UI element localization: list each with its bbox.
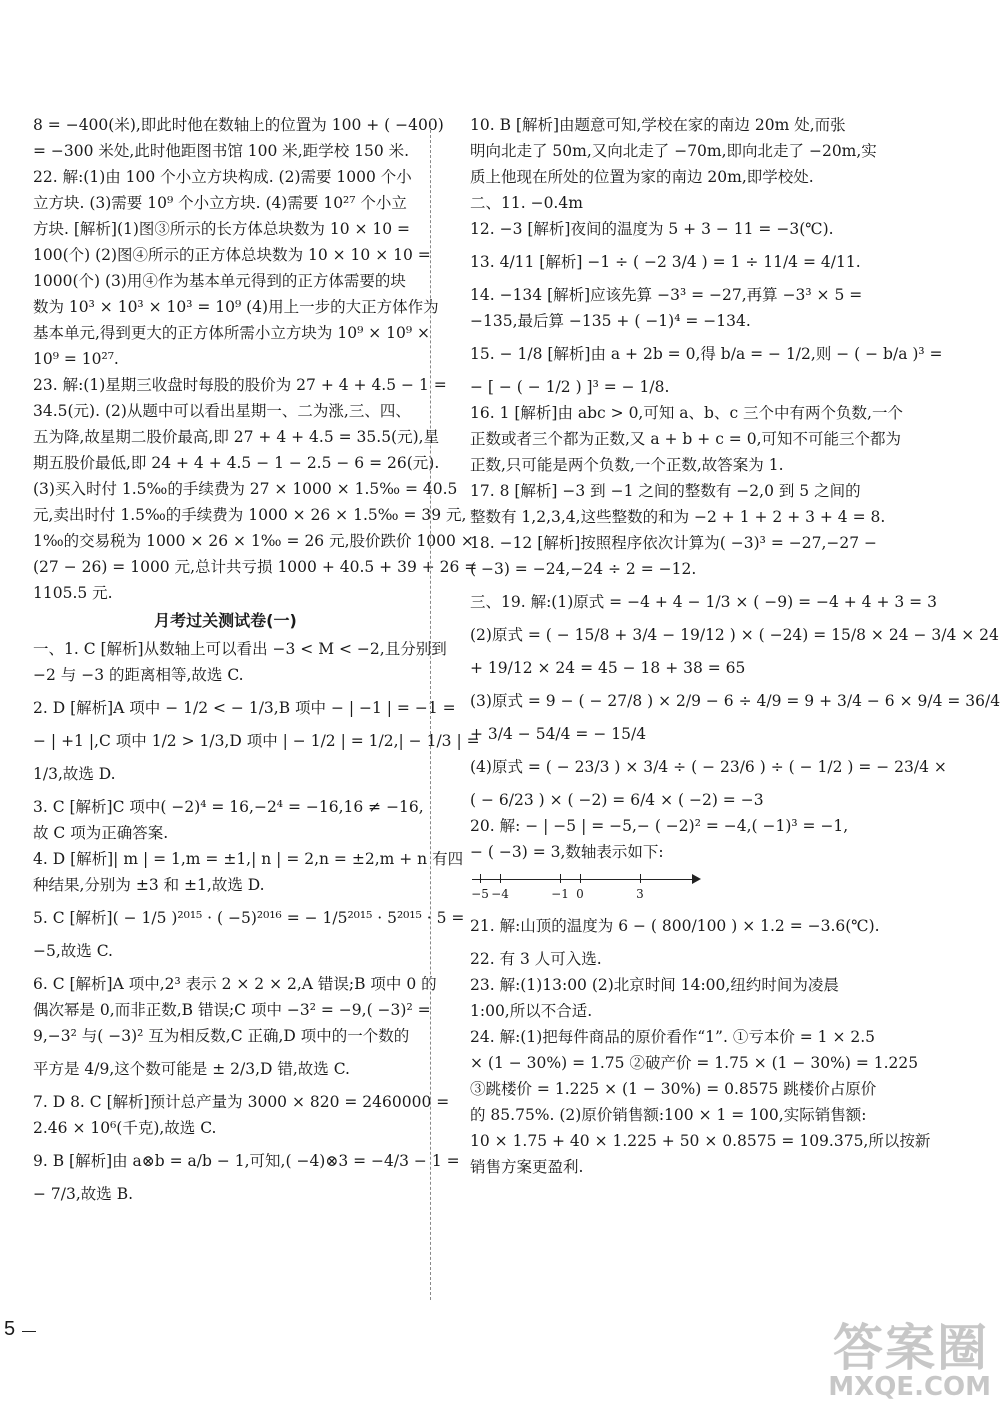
text-line: 6. C [解析]A 项中,2³ 表示 2 × 2 × 2,A 错误;B 项中 0 的 [33,975,437,993]
text-line: 立方块. (3)需要 10⁹ 个小立方块. (4)需要 10²⁷ 个小立 [33,194,407,212]
right-lines-2 [470,913,931,1180]
number-line-label: 3 [636,887,644,901]
text-line: 销售方案更盈利. [470,1158,584,1176]
text-line: 15. − 1/8 [解析]由 a + 2b = 0,得 b/a = − 1/2,则 − ( − b/a )³ = [470,345,943,363]
text-line: 16. 1 [解析]由 abc > 0,可知 a、b、c 三个中有两个负数,一个 [470,404,903,422]
page-number-dash [22,1331,36,1332]
text-line: 23. 解:(1)13:00 (2)北京时间 14:00,纽约时间为凌晨 [470,976,839,994]
watermark-logo [820,1308,995,1408]
number-line-label: −5 [471,887,489,901]
text-line: (4)原式 = ( − 23/3 ) × 3/4 ÷ ( − 23/6 ) ÷ ( − 1/2 ) = − 23/4 × [470,758,947,776]
number-line-label: −4 [491,887,509,901]
text-line: 元,卖出时付 1.5‰的手续费为 1000 × 26 × 1.5‰ = 39 元, [33,506,467,524]
text-line: 一、1. C [解析]从数轴上可以看出 −3 < M < −2,且分别到 [33,640,447,658]
text-line: 平方是 4/9,这个数可能是 ± 2/3,D 错,故选 C. [33,1060,350,1078]
text-line: 种结果,分别为 ±3 和 ±1,故选 D. [33,876,265,894]
number-line-tick [560,874,561,883]
text-line: 18. −12 [解析]按照程序依次计算为( −3)³ = −27,−27 − [470,534,877,552]
text-line: (3)买入时付 1.5‰的手续费为 27 × 1000 × 1.5‰ = 40.5 [33,480,458,498]
text-line: 13. 4/11 [解析] −1 ÷ ( −2 3/4 ) = 1 ÷ 11/4 = 4/11. [470,253,861,271]
text-line: 8 = −400(米),即此时他在数轴上的位置为 100 + ( −400) [33,116,444,134]
text-line: 5. C [解析]( − 1/5 )²⁰¹⁵ · ( −5)²⁰¹⁶ = − 1/5²⁰¹⁵ · 5²⁰¹⁵ · 5 = [33,909,465,927]
text-line: 22. 有 3 人可入选. [470,950,602,968]
number-line-tick [480,874,481,883]
text-line: 1‰的交易税为 1000 × 26 × 1‰ = 26 元,股价跌价 1000 × [33,532,474,550]
text-line: − 7/3,故选 B. [33,1185,134,1203]
text-line: 数为 10³ × 10³ × 10³ = 10⁹ (4)用上一步的大正方体作为 [33,298,439,316]
text-line: ( − 6/23 ) × ( −2) = 6/4 × ( −2) = −3 [470,791,764,809]
text-line: 偶次幂是 0,而非正数,B 错误;C 项中 −3² = −9,( −3)² = [33,1001,431,1019]
text-line: 基本单元,得到更大的正方体所需小立方块为 10⁹ × 10⁹ × [33,324,430,342]
text-line: 17. 8 [解析] −3 到 −1 之间的整数有 −2,0 到 5 之间的 [470,482,861,500]
text-line: 期五股价最低,即 24 + 4 + 4.5 − 1 − 2.5 − 6 = 26(元). [33,454,440,472]
text-line: 10 × 1.75 + 40 × 1.225 + 50 × 0.8575 = 109.375,所以按新 [470,1132,931,1150]
text-line: 的 85.75%. (2)原价销售额:100 × 1 = 100,实际销售额: [470,1106,867,1124]
number-line-label: −1 [551,887,569,901]
text-line: 三、19. 解:(1)原式 = −4 + 4 − 1/3 × ( −9) = −4 + 4 + 3 = 3 [470,593,937,611]
text-line: (2)原式 = ( − 15/8 + 3/4 − 19/12 ) × ( −24) = 15/8 × 24 − 3/4 × 24 [470,626,999,644]
text-line: 22. 解:(1)由 100 个小立方块构成. (2)需要 1000 个小 [33,168,412,186]
text-line: 20. 解: − | −5 | = −5,− ( −2)² = −4,( −1)³ = −1, [470,817,849,835]
text-line: 方块. [解析](1)图③所示的长方体总块数为 10 × 10 = [33,220,411,238]
text-line: −2 与 −3 的距离相等,故选 C. [33,666,244,684]
text-line: 9,−3² 与( −3)² 互为相反数,C 正确,D 项中的一个数的 [33,1027,410,1045]
left-column [33,112,480,1207]
text-line: × (1 − 30%) = 1.75 ②破产价 = 1.75 × (1 − 30%) = 1.225 [470,1054,919,1072]
text-line: 24. 解:(1)把每件商品的原价看作“1”. ①亏本价 = 1 × 2.5 [470,1028,876,1046]
text-line: 34.5(元). (2)从题中可以看出星期一、二为涨,三、四、 [33,402,411,420]
text-line: 整数有 1,2,3,4,这些整数的和为 −2 + 1 + 2 + 3 + 4 = 8. [470,508,886,526]
text-line: 10⁹ = 10²⁷. [33,350,119,368]
number-line-label: 0 [576,887,584,901]
right-lines-1 [470,112,1000,865]
number-line [470,867,730,907]
text-line: 1/3,故选 D. [33,765,116,783]
text-line: = −300 米处,此时他距图书馆 100 米,距学校 150 米. [33,142,410,160]
number-line-axis [472,879,694,880]
text-line: 9. B [解析]由 a⊗b = a/b − 1,可知,( −4)⊗3 = −4/3 − 1 = [33,1152,460,1170]
text-line: 14. −134 [解析]应该先算 −3³ = −27,再算 −3³ × 5 = [470,286,863,304]
text-line: (3)原式 = 9 − ( − 27/8 ) × 2/9 − 6 ÷ 4/9 = 9 + 3/4 − 6 × 9/4 = 36/4 [470,692,1000,710]
number-line-tick [500,874,501,883]
text-line: 100(个) (2)图④所示的正方体总块数为 10 × 10 × 10 = [33,246,431,264]
text-line: 明向北走了 50m,又向北走了 −70m,即向北走了 −20m,实 [470,142,877,160]
text-line: −135,最后算 −135 + ( −1)⁴ = −134. [470,312,751,330]
text-line: − [ − ( − 1/2 ) ]³ = − 1/8. [470,378,670,396]
text-line: 正数,只可能是两个负数,一个正数,故答案为 1. [470,456,784,474]
text-line: 五为降,故星期二股价最高,即 27 + 4 + 4.5 = 35.5(元),星 [33,428,440,446]
text-line: 2.46 × 10⁶(千克),故选 C. [33,1119,217,1137]
text-line: 正数或者三个都为正数,又 a + b + c = 0,可知不可能三个都为 [470,430,902,448]
text-line: −5,故选 C. [33,942,113,960]
text-line: 3. C [解析]C 项中( −2)⁴ = 16,−2⁴ = −16,16 ≠ −16, [33,798,424,816]
text-line: 1105.5 元. [33,584,113,602]
number-line-arrow-icon [692,874,701,884]
text-line: 2. D [解析]A 项中 − 1/2 < − 1/3,B 项中 − | −1 | = −1 = [33,699,456,717]
text-line: 7. D 8. C [解析]预计总产量为 3000 × 820 = 2460000 = [33,1093,450,1111]
text-line: 10. B [解析]由题意可知,学校在家的南边 20m 处,而张 [470,116,846,134]
text-line: 故 C 项为正确答案. [33,824,169,842]
page-number: 5 [4,1318,16,1340]
section-title: 月考过关测试卷(一) [154,611,297,630]
number-line-tick [640,874,641,883]
left-lines-1 [33,112,478,606]
text-line: + 3/4 − 54/4 = − 15/4 [470,725,647,743]
text-line: ( −3) = −24,−24 ÷ 2 = −12. [470,560,697,578]
text-line: 12. −3 [解析]夜间的温度为 5 + 3 − 11 = −3(℃). [470,220,834,238]
left-lines-2 [33,636,480,1207]
text-line: 1:00,所以不合适. [470,1002,593,1020]
text-line: ③跳楼价 = 1.225 × (1 − 30%) = 0.8575 跳楼价占原价 [470,1080,877,1098]
watermark-url: MXQE.COM [828,1372,991,1402]
text-line: 质上他现在所处的位置为家的南边 20m,即学校处. [470,168,814,186]
text-line: − ( −3) = 3,数轴表示如下: [470,843,664,861]
text-line: 21. 解:山顶的温度为 6 − ( 800/100 ) × 1.2 = −3.6(℃). [470,917,880,935]
number-line-tick [580,874,581,883]
text-line: (27 − 26) = 1000 元,总计共亏损 1000 + 40.5 + 39 + 26 = [33,558,478,576]
text-line: 1000(个) (3)用④作为基本单元得到的正方体需要的块 [33,272,406,290]
text-line: − | +1 |,C 项中 1/2 > 1/3,D 项中 | − 1/2 | = 1/2,| − 1/3 | = [33,732,480,750]
text-line: 23. 解:(1)星期三收盘时每股的股价为 27 + 4 + 4.5 − 1 = [33,376,447,394]
text-line: 二、11. −0.4m [470,194,583,212]
text-line: 4. D [解析]| m | = 1,m = ±1,| n | = 2,n = ±2,m + n 有四 [33,850,464,868]
text-line: + 19/12 × 24 = 45 − 18 + 38 = 65 [470,659,746,677]
right-column [470,112,1000,1180]
column-divider [430,120,431,1300]
watermark-text: 答案圈 [833,1319,989,1377]
